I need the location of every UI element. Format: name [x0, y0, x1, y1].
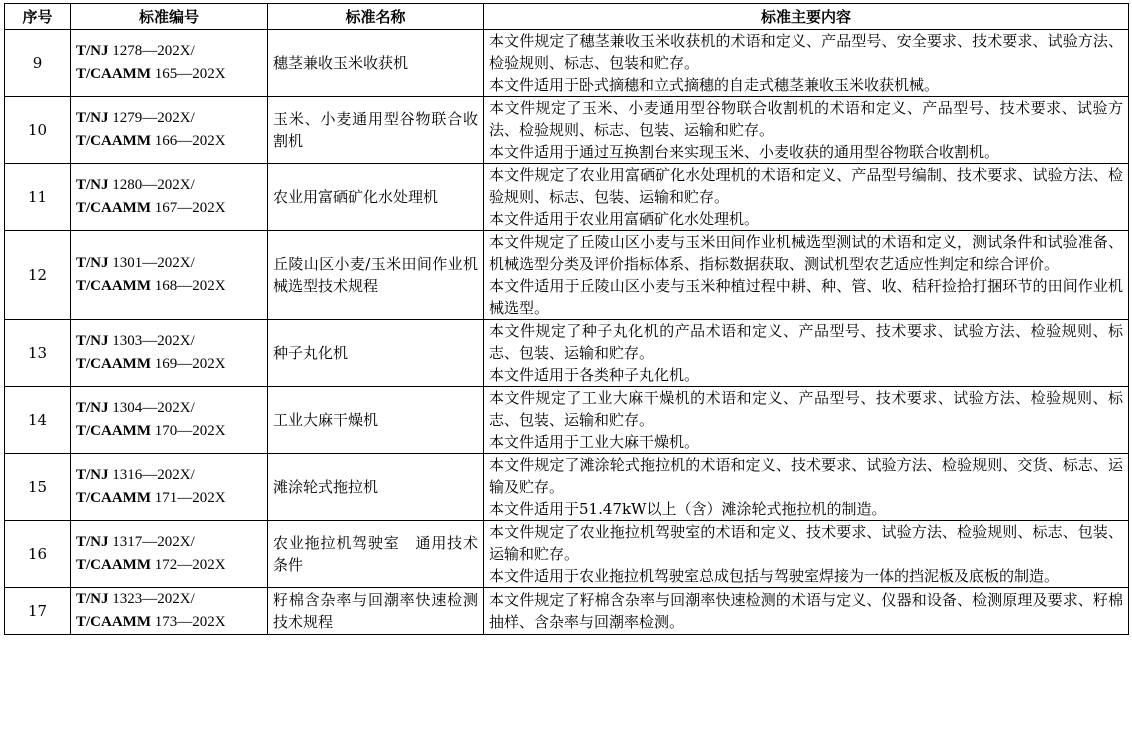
- code-caamm: [76, 197, 262, 220]
- code-nj-prefix: T/NJ: [76, 400, 109, 416]
- code-caamm: [76, 353, 262, 376]
- row-content: [484, 231, 1129, 320]
- table-row: [5, 387, 1129, 454]
- code-caamm-prefix: T/CAAMM: [76, 133, 151, 149]
- row-seq: 17: [5, 588, 71, 635]
- code-caamm-prefix: T/CAAMM: [76, 278, 151, 294]
- code-nj-number: 1278—202X/: [108, 43, 195, 59]
- row-code: [71, 164, 268, 231]
- code-nj-number: 1279—202X/: [108, 110, 195, 126]
- row-content: [484, 164, 1129, 231]
- code-caamm-prefix: T/CAAMM: [76, 66, 151, 82]
- code-nj: [76, 531, 262, 554]
- header-seq: 序号: [5, 4, 71, 30]
- row-name: 农业拖拉机驾驶室 通用技术条件: [268, 521, 484, 588]
- code-nj: [76, 252, 262, 275]
- row-code: [71, 30, 268, 97]
- row-content: [484, 320, 1129, 387]
- code-caamm: [76, 130, 262, 153]
- code-caamm-number: 167—202X: [151, 200, 226, 216]
- content-paragraph: 本文件规定了滩涂轮式拖拉机的术语和定义、技术要求、试验方法、检验规则、交货、标志、运输及贮存。: [489, 456, 1123, 496]
- code-caamm-number: 169—202X: [151, 356, 226, 372]
- code-nj: [76, 397, 262, 420]
- code-caamm: [76, 554, 262, 577]
- row-content: [484, 387, 1129, 454]
- code-caamm-number: 166—202X: [151, 133, 226, 149]
- code-nj: [76, 174, 262, 197]
- content-paragraph: 本文件规定了农业用富硒矿化水处理机的术语和定义、产品型号编制、技术要求、试验方法、检验规则、标志、包装、运输和贮存。: [489, 166, 1123, 206]
- row-name: 工业大麻干燥机: [268, 387, 484, 454]
- table-header-row: [5, 4, 1129, 30]
- code-caamm: [76, 420, 262, 443]
- code-nj: [76, 330, 262, 353]
- content-paragraph: 本文件规定了丘陵山区小麦与玉米田间作业机械选型测试的术语和定义，测试条件和试验准备、机械选型分类及评价指标体系、指标数据获取、测试机型农艺适应性判定和综合评价。: [489, 233, 1123, 273]
- table-row: [5, 454, 1129, 521]
- table-row: [5, 30, 1129, 97]
- row-content: [484, 97, 1129, 164]
- row-seq: 13: [5, 320, 71, 387]
- header-code: 标准编号: [71, 4, 268, 30]
- row-content: [484, 454, 1129, 521]
- code-nj: [76, 40, 262, 63]
- code-nj-number: 1317—202X/: [108, 534, 195, 550]
- row-content: [484, 30, 1129, 97]
- code-nj-number: 1323—202X/: [108, 591, 195, 607]
- code-caamm-prefix: T/CAAMM: [76, 614, 151, 630]
- row-seq: 10: [5, 97, 71, 164]
- code-caamm-number: 172—202X: [151, 557, 226, 573]
- content-paragraph: 本文件适用于农业用富硒矿化水处理机。: [489, 210, 760, 228]
- code-nj-prefix: T/NJ: [76, 467, 109, 483]
- code-caamm: [76, 487, 262, 510]
- row-seq: 11: [5, 164, 71, 231]
- table-row: [5, 588, 1129, 635]
- table-row: [5, 164, 1129, 231]
- row-code: [71, 454, 268, 521]
- content-paragraph: 本文件适用于工业大麻干燥机。: [489, 433, 700, 451]
- table-row: [5, 320, 1129, 387]
- standards-table: [4, 3, 1129, 635]
- content-paragraph: 本文件适用于通过互换割台来实现玉米、小麦收获的通用型谷物联合收割机。: [489, 143, 1000, 161]
- code-caamm-number: 170—202X: [151, 423, 226, 439]
- table-row: [5, 521, 1129, 588]
- row-name: 种子丸化机: [268, 320, 484, 387]
- row-code: [71, 97, 268, 164]
- content-paragraph: 本文件规定了玉米、小麦通用型谷物联合收割机的术语和定义、产品型号、技术要求、试验方法、检验规则、标志、包装、运输和贮存。: [489, 99, 1123, 139]
- code-nj-number: 1280—202X/: [108, 177, 195, 193]
- code-caamm-prefix: T/CAAMM: [76, 423, 151, 439]
- row-seq: 12: [5, 231, 71, 320]
- header-content: 标准主要内容: [484, 4, 1129, 30]
- code-nj-number: 1316—202X/: [108, 467, 195, 483]
- content-paragraph: 本文件规定了工业大麻干燥机的术语和定义、产品型号、技术要求、试验方法、检验规则、标志、包装、运输和贮存。: [489, 389, 1123, 429]
- content-paragraph: 本文件规定了农业拖拉机驾驶室的术语和定义、技术要求、试验方法、检验规则、标志、包装、运输和贮存。: [489, 523, 1123, 563]
- row-code: [71, 521, 268, 588]
- code-nj-prefix: T/NJ: [76, 255, 109, 271]
- code-nj-prefix: T/NJ: [76, 333, 109, 349]
- code-nj: [76, 464, 262, 487]
- code-nj-prefix: T/NJ: [76, 534, 109, 550]
- code-nj-number: 1303—202X/: [108, 333, 195, 349]
- content-paragraph: 本文件适用于农业拖拉机驾驶室总成包括与驾驶室焊接为一体的挡泥板及底板的制造。: [489, 567, 1060, 585]
- row-name: 籽棉含杂率与回潮率快速检测技术规程: [268, 588, 484, 635]
- content-paragraph: 本文件适用于51.47kW以上（含）滩涂轮式拖拉机的制造。: [489, 500, 887, 518]
- code-nj-prefix: T/NJ: [76, 43, 109, 59]
- row-content: [484, 588, 1129, 635]
- row-name: 农业用富硒矿化水处理机: [268, 164, 484, 231]
- code-caamm-number: 171—202X: [151, 490, 226, 506]
- row-code: [71, 588, 268, 635]
- code-caamm-prefix: T/CAAMM: [76, 490, 151, 506]
- code-caamm-number: 168—202X: [151, 278, 226, 294]
- content-paragraph: 本文件适用于各类种子丸化机。: [489, 366, 700, 384]
- row-content: [484, 521, 1129, 588]
- header-name: 标准名称: [268, 4, 484, 30]
- row-code: [71, 231, 268, 320]
- row-name: 滩涂轮式拖拉机: [268, 454, 484, 521]
- code-caamm-prefix: T/CAAMM: [76, 356, 151, 372]
- row-seq: 9: [5, 30, 71, 97]
- code-nj-number: 1301—202X/: [108, 255, 195, 271]
- content-paragraph: 本文件规定了籽棉含杂率与回潮率快速检测的术语与定义、仪器和设备、检测原理及要求、籽棉抽样、含杂率与回潮率检测。: [489, 591, 1123, 631]
- row-seq: 14: [5, 387, 71, 454]
- table-row: [5, 97, 1129, 164]
- code-nj: [76, 588, 262, 611]
- content-paragraph: 本文件规定了穗茎兼收玉米收获机的术语和定义、产品型号、安全要求、技术要求、试验方法、检验规则、标志、包装和贮存。: [489, 32, 1123, 72]
- code-caamm-prefix: T/CAAMM: [76, 200, 151, 216]
- code-caamm: [76, 275, 262, 298]
- table-row: [5, 231, 1129, 320]
- row-seq: 16: [5, 521, 71, 588]
- row-name: 丘陵山区小麦/玉米田间作业机械选型技术规程: [268, 231, 484, 320]
- code-nj: [76, 107, 262, 130]
- content-paragraph: 本文件适用于卧式摘穗和立式摘穗的自走式穗茎兼收玉米收获机械。: [489, 76, 940, 94]
- content-paragraph: 本文件规定了种子丸化机的产品术语和定义、产品型号、技术要求、试验方法、检验规则、标志、包装、运输和贮存。: [489, 322, 1123, 362]
- row-code: [71, 387, 268, 454]
- code-nj-number: 1304—202X/: [108, 400, 195, 416]
- code-caamm: [76, 63, 262, 86]
- code-nj-prefix: T/NJ: [76, 177, 109, 193]
- code-caamm-number: 173—202X: [151, 614, 226, 630]
- row-seq: 15: [5, 454, 71, 521]
- content-paragraph: 本文件适用于丘陵山区小麦与玉米种植过程中耕、种、管、收、秸秆捡拾打捆环节的田间作业机械选型。: [489, 277, 1123, 317]
- code-caamm-prefix: T/CAAMM: [76, 557, 151, 573]
- code-caamm: [76, 611, 262, 634]
- code-nj-prefix: T/NJ: [76, 591, 109, 607]
- code-nj-prefix: T/NJ: [76, 110, 109, 126]
- row-name: 穗茎兼收玉米收获机: [268, 30, 484, 97]
- row-code: [71, 320, 268, 387]
- row-name: 玉米、小麦通用型谷物联合收割机: [268, 97, 484, 164]
- code-caamm-number: 165—202X: [151, 66, 226, 82]
